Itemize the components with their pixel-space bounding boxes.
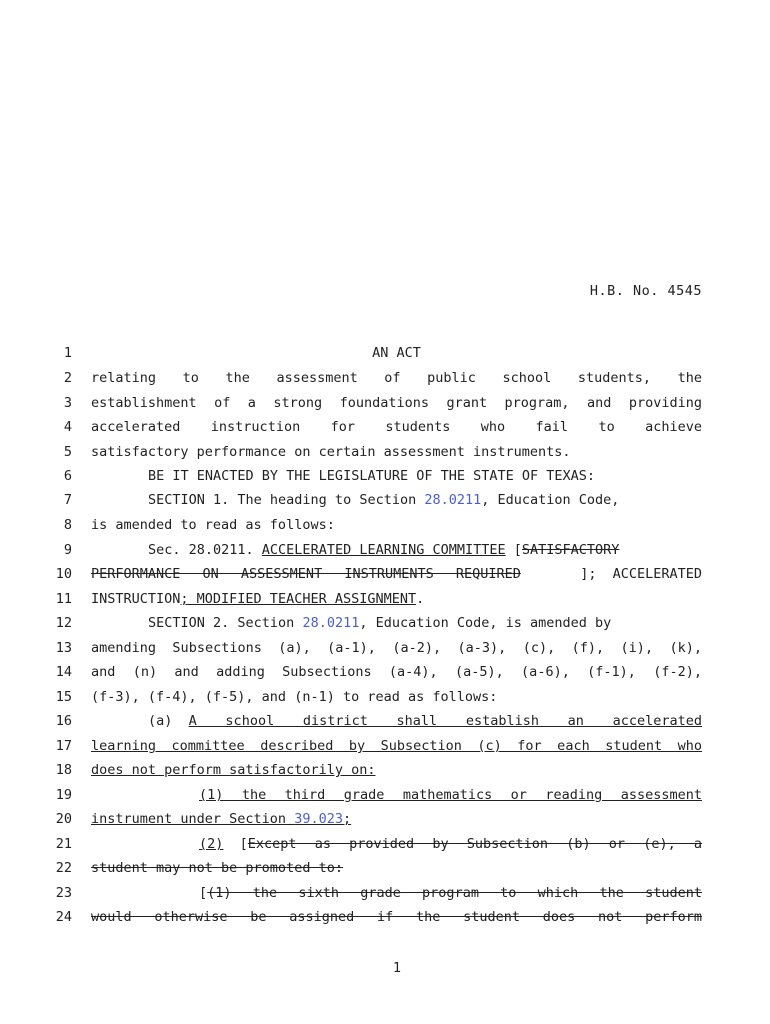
bill-line	[0, 565, 770, 589]
bill-line	[0, 516, 770, 540]
bill-line	[0, 859, 770, 883]
line-number: 12	[55, 615, 72, 631]
line-text	[91, 859, 702, 877]
inserted-text: (1) the third grade mathematics or reading assessment	[199, 787, 702, 803]
line-text	[91, 541, 702, 559]
enacting-clause: BE IT ENACTED BY THE LEGISLATURE OF THE STATE OF TEXAS:	[148, 468, 596, 484]
line-text: (f-3), (f-4), (f-5), and (n-1) to read as follows:	[91, 689, 498, 705]
line-number: 8	[63, 517, 72, 533]
line-number: 17	[55, 738, 72, 754]
line-number: 22	[55, 860, 72, 876]
line-number: 19	[55, 787, 72, 803]
bill-line	[0, 835, 770, 859]
inserted-text: ; MODIFIED TEACHER ASSIGNMENT	[180, 591, 417, 607]
bill-line	[0, 884, 770, 908]
line-number: 10	[55, 566, 72, 582]
line-text	[91, 761, 702, 779]
bill-line	[0, 786, 770, 810]
text-segment: SECTION 1. The heading to Section	[148, 492, 425, 508]
inserted-text: instrument under Section	[91, 811, 295, 827]
inserted-text: ;	[342, 811, 352, 827]
bill-line	[0, 908, 770, 932]
line-text: AN ACT	[372, 345, 421, 361]
line-number: 21	[55, 836, 72, 852]
bill-number: H.B. No. 4545	[589, 283, 702, 299]
line-text: relating to the assessment of public school students, the	[91, 370, 702, 386]
text-segment: .	[416, 591, 425, 607]
inserted-text: (2)	[199, 836, 224, 852]
text-segment: ]; ACCELERATED	[580, 566, 702, 582]
line-text: establishment of a strong foundations grant program, and providing	[91, 395, 702, 411]
bill-line	[0, 761, 770, 785]
line-text	[91, 565, 702, 583]
line-text	[91, 614, 702, 632]
line-text	[91, 737, 702, 755]
line-number: 18	[55, 762, 72, 778]
bill-line	[0, 418, 770, 442]
bill-line	[0, 663, 770, 687]
line-text: amending Subsections (a), (a-1), (a-2), (a-3), (c), (f), (i), (k),	[91, 640, 702, 656]
text-segment: , Education Code, is amended by	[359, 615, 612, 631]
bill-line	[0, 491, 770, 515]
line-text	[91, 786, 702, 804]
text-segment: , Education Code,	[481, 492, 620, 508]
text-segment: (a)	[148, 713, 189, 729]
line-number: 16	[55, 713, 72, 729]
inserted-text: does not perform satisfactorily on:	[91, 762, 376, 778]
page-number: 1	[392, 960, 402, 976]
line-text	[91, 835, 702, 853]
line-number: 15	[55, 689, 72, 705]
deleted-text: PERFORMANCE ON ASSESSMENT INSTRUMENTS REQUIRED	[91, 566, 521, 582]
deleted-text: Except as provided by Subsection (b) or (e), a	[247, 836, 702, 852]
text-segment: INSTRUCTION	[91, 591, 181, 607]
bill-line	[0, 614, 770, 638]
text-segment: SECTION 2. Section	[148, 615, 303, 631]
section-link[interactable]: 28.0211	[302, 615, 360, 631]
line-text: accelerated instruction for students who fail to achieve	[91, 419, 702, 435]
line-number: 23	[55, 885, 72, 901]
line-number: 5	[63, 444, 72, 460]
line-text	[91, 810, 702, 828]
line-number: 2	[63, 370, 72, 386]
deleted-text: SATISFACTORY	[521, 542, 620, 558]
bill-line	[0, 467, 770, 491]
bill-line	[0, 590, 770, 614]
line-number: 24	[55, 909, 72, 925]
inserted-text: A school district shall establish an accelerated	[188, 713, 702, 729]
section-link[interactable]: 28.0211	[424, 492, 482, 508]
line-number: 1	[63, 345, 72, 361]
text-segment: [	[199, 885, 208, 901]
text-segment: [	[223, 836, 248, 852]
bill-line	[0, 443, 770, 467]
bill-line	[0, 737, 770, 761]
line-number: 13	[55, 640, 72, 656]
line-number: 3	[63, 395, 72, 411]
section-link[interactable]: 39.023	[294, 811, 343, 827]
line-text	[91, 884, 702, 902]
bill-line	[0, 688, 770, 712]
line-number: 6	[63, 468, 72, 484]
deleted-text: student may not be promoted to:	[91, 860, 343, 876]
text-segment: [	[505, 542, 522, 558]
bill-line	[0, 394, 770, 418]
line-number: 20	[55, 811, 72, 827]
text-segment: Sec. 28.0211.	[148, 542, 262, 558]
bill-line	[0, 712, 770, 736]
act-title	[91, 344, 702, 362]
line-text: is amended to read as follows:	[91, 517, 335, 533]
line-number: 11	[55, 591, 72, 607]
deleted-text: would otherwise be assigned if the student does not perform	[91, 909, 702, 925]
bill-line	[0, 541, 770, 565]
inserted-text: learning committee described by Subsection (c) for each student who	[91, 738, 702, 754]
bill-line	[0, 810, 770, 834]
line-number: 4	[63, 419, 72, 435]
line-text: satisfactory performance on certain assessment instruments.	[91, 444, 571, 460]
bill-line	[0, 639, 770, 663]
bill-line	[0, 344, 770, 368]
line-text	[91, 908, 702, 926]
bill-line	[0, 369, 770, 393]
line-number: 14	[55, 664, 72, 680]
line-text: and (n) and adding Subsections (a-4), (a-5), (a-6), (f-1), (f-2),	[91, 664, 702, 680]
deleted-text: (1) the sixth grade program to which the student	[207, 885, 702, 901]
line-number: 9	[63, 542, 72, 558]
line-text	[91, 491, 702, 509]
line-number: 7	[63, 492, 72, 508]
line-text	[91, 590, 702, 608]
line-text	[91, 712, 702, 730]
inserted-text: ACCELERATED LEARNING COMMITTEE	[261, 542, 506, 558]
